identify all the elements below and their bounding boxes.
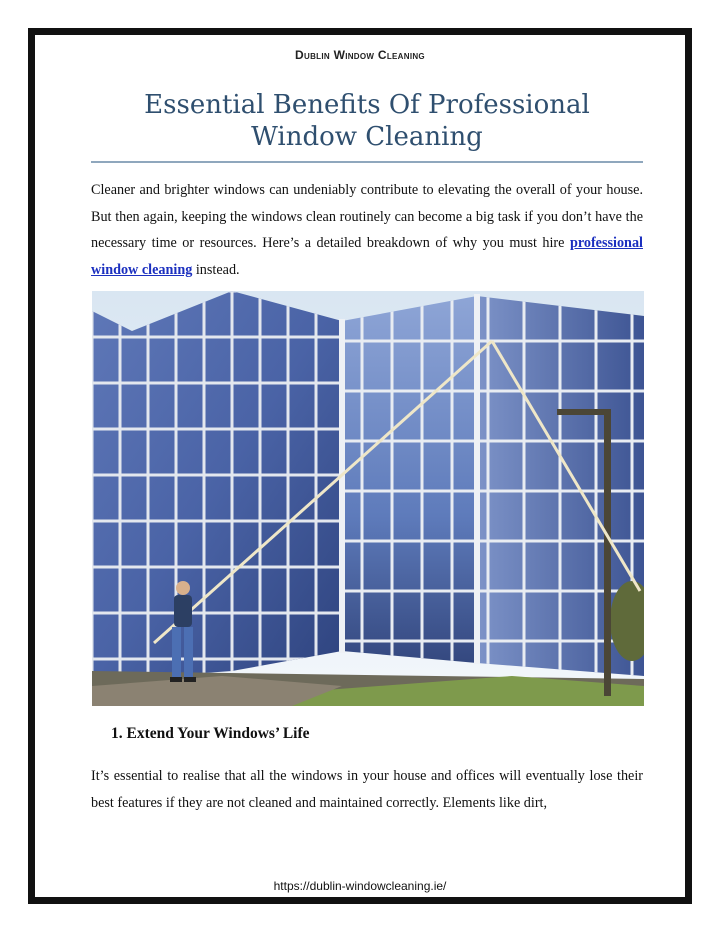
page-title: Essential Benefits Of Professional Window Cleaning [144, 90, 590, 152]
section-1-paragraph: It’s essential to realise that all the windows in your house and offices will eventually lose their best features if they are not cleaned and maintained correctly. Elements like dirt, [91, 768, 643, 811]
title-divider [91, 161, 643, 163]
page-frame [28, 28, 692, 904]
intro-tail: instead. [192, 261, 240, 278]
professional-window-cleaning-link[interactable]: professional window cleaning [91, 235, 643, 278]
building-window-cleaning-photo [92, 291, 644, 706]
footer-url: https://dublin-windowcleaning.ie/ [273, 879, 447, 893]
running-header: Dublin Window Cleaning [295, 48, 425, 62]
intro-paragraph [91, 177, 643, 283]
intro-text: Cleaner and brighter windows can undeniably contribute to elevating the overall of your house. But then again, keeping the windows clean routinely can become a big task if you don’t have the necessary time or resources. Here’s a detailed breakdown of why you must hire [91, 182, 643, 251]
section-heading-extend-life: 1. Extend Your Windows’ Life [111, 725, 310, 742]
